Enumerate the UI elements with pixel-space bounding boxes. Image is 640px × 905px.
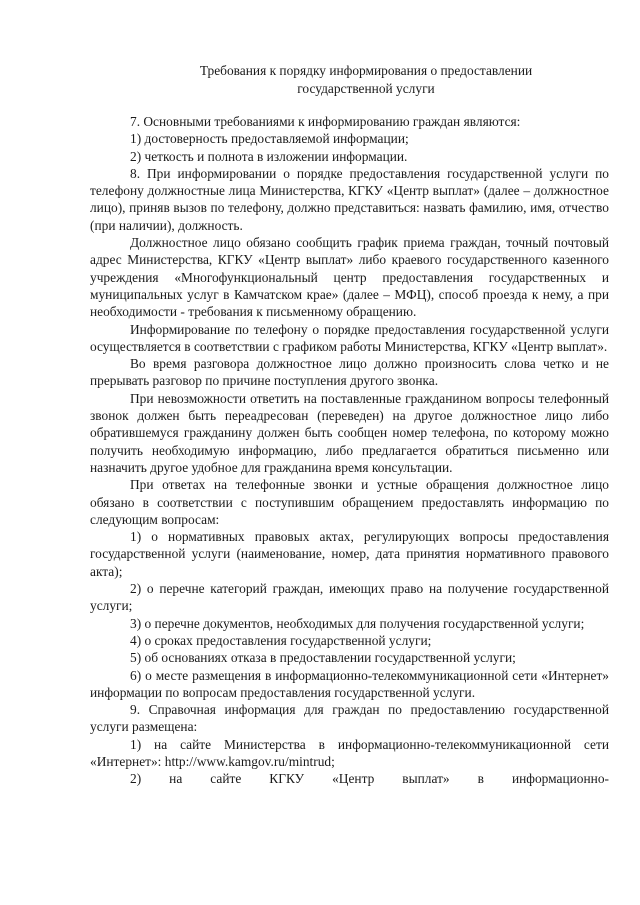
question-item-4: 4) о сроках предоставления государственной услуги;: [130, 632, 432, 648]
paragraph-9-item-1: 1) на сайте Министерства в информационно-телекоммуникационной сети «Интернет»: http://www.kamgov.ru/mintrud;: [90, 736, 609, 769]
question-item-5: 5) об основаниях отказа в предоставлении государственной услуги;: [130, 650, 516, 666]
paragraph-schedule: Должностное лицо обязано сообщить график приема граждан, точный почтовый адрес Министерства, КГКУ «Центр выплат» либо краевого государственного казенного учреждения «Многофункциональный центр предоставления государственных и муниципальных услуг в Камчатском крае» (далее – МФЦ), способ проезда к нему, а при необходимости - требования к письменному обращению.: [90, 235, 609, 320]
paragraph-9-item-2: 2) на сайте КГКУ «Центр выплат» в информационно-: [130, 771, 609, 787]
paragraph-8: 8. При информировании о порядке предоставления государственной услуги по телефону должностные лица Министерства, КГКУ «Центр выплат» (далее – должностное лицо), приняв вызов по телефону, должно представиться: назвать фамилию, имя, отчество (при наличии), должность.: [90, 165, 609, 233]
paragraph-7: 7. Основными требованиями к информированию граждан являются:: [130, 114, 521, 129]
heading-line-2: государственной услуги: [297, 81, 435, 96]
question-item-2: 2) о перечне категорий граждан, имеющих право на получение государственной услуги;: [90, 581, 609, 614]
document-body: [90, 113, 609, 788]
paragraph-questions: При ответах на телефонные звонки и устные обращения должностное лицо обязано в соответствии с поступившим обращением предоставлять информацию по следующим вопросам:: [90, 477, 609, 527]
question-item-6: 6) о месте размещения в информационно-телекоммуникационной сети «Интернет» информации по вопросам предоставления государственной услуги.: [90, 667, 609, 700]
paragraph-conversation: Во время разговора должностное лицо должно произносить слова четко и не прерывать разговор по причине поступления другого звонка.: [90, 356, 609, 389]
paragraph-9: 9. Справочная информация для граждан по предоставлению государственной услуги размещена:: [90, 702, 609, 735]
paragraph-7-item-1: 1) достоверность предоставляемой информации;: [130, 131, 409, 147]
paragraph-phone-schedule: Информирование по телефону о порядке предоставления государственной услуги осуществляется в соответствии с графиком работы Министерства, КГКУ «Центр выплат».: [90, 321, 609, 354]
paragraph-7-item-2: 2) четкость и полнота в изложении информации.: [130, 148, 408, 164]
question-item-1: 1) о нормативных правовых актах, регулирующих вопросы предоставления государственной услуги (наименование, номер, дата принятия нормативного правового акта);: [90, 529, 609, 579]
document-heading: [118, 62, 614, 98]
paragraph-redirect: При невозможности ответить на поставленные гражданином вопросы телефонный звонок должен быть переадресован (переведен) на другое должностное лицо либо обратившемуся гражданину должен быть сообщен номер телефона, по которому можно получить необходимую информацию, либо предлагается обратиться письменно или назначить другое удобное для гражданина время консультации.: [90, 390, 609, 475]
heading-line-1: Требования к порядку информирования о предоставлении: [199, 63, 533, 78]
question-item-3: 3) о перечне документов, необходимых для получения государственной услуги;: [130, 615, 585, 631]
